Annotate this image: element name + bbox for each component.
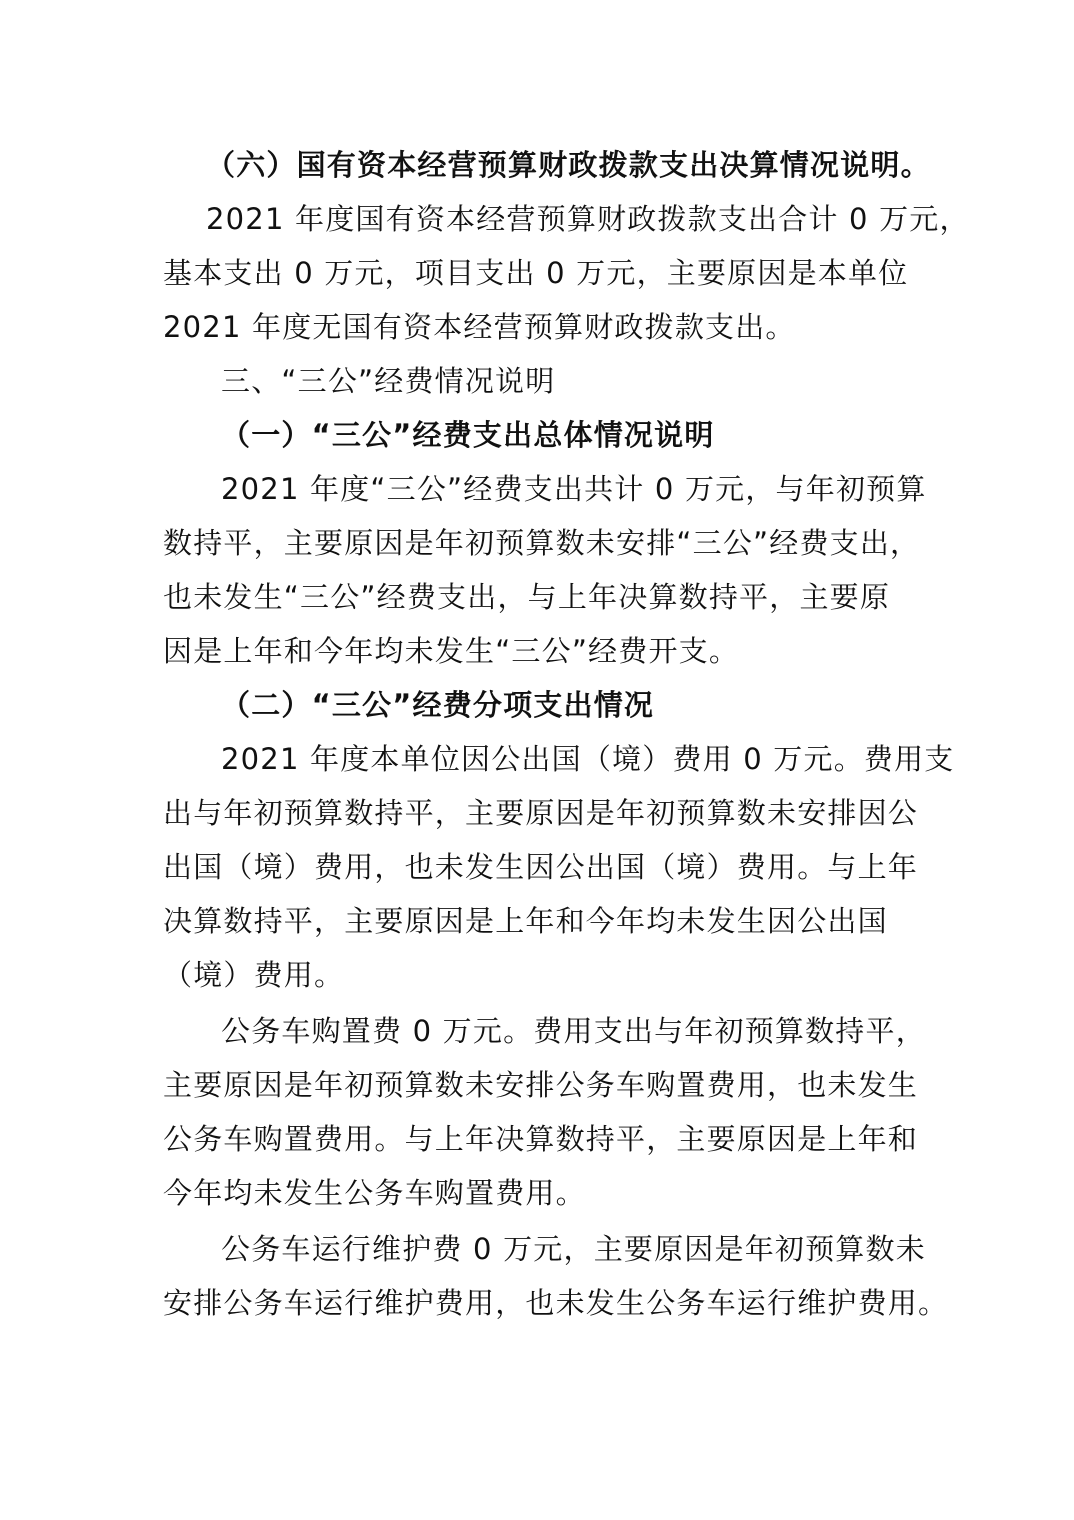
heading-itemized-three-public: （二）“三公”经费分项支出情况 xyxy=(221,688,655,722)
paragraph-line: 公务车购置费 0 万元。费用支出与年初预算数持平， xyxy=(221,1014,926,1048)
paragraph-line: 公务车购置费用。与上年决算数持平，主要原因是上年和 xyxy=(163,1122,919,1156)
paragraph-line: 主要原因是年初预算数未安排公务车购置费用，也未发生 xyxy=(163,1068,919,1102)
heading-state-capital-budget: （六）国有资本经营预算财政拨款支出决算情况说明。 xyxy=(206,148,931,182)
section-title-three-public: 三、“三公”经费情况说明 xyxy=(221,364,556,398)
paragraph-line: 今年均未发生公务车购置费用。 xyxy=(163,1176,586,1210)
heading-overall-three-public: （一）“三公”经费支出总体情况说明 xyxy=(221,418,715,452)
paragraph-line: 基本支出 0 万元，项目支出 0 万元，主要原因是本单位 xyxy=(163,256,909,290)
paragraph-line: 也未发生“三公”经费支出，与上年决算数持平，主要原 xyxy=(163,580,891,614)
paragraph-line: 数持平，主要原因是年初预算数未安排“三公”经费支出， xyxy=(163,526,921,560)
paragraph-line: 出国（境）费用，也未发生因公出国（境）费用。与上年 xyxy=(163,850,919,884)
paragraph-line: 2021 年度国有资本经营预算财政拨款支出合计 0 万元， xyxy=(206,202,970,236)
paragraph-line: 2021 年度无国有资本经营预算财政拨款支出。 xyxy=(163,310,796,344)
paragraph-line: 出与年初预算数持平，主要原因是年初预算数未安排因公 xyxy=(163,796,919,830)
paragraph-line: 2021 年度本单位因公出国（境）费用 0 万元。费用支 xyxy=(221,742,955,776)
paragraph-line: 因是上年和今年均未发生“三公”经费开支。 xyxy=(163,634,740,668)
paragraph-line: 安排公务车运行维护费用，也未发生公务车运行维护费用。 xyxy=(163,1286,949,1320)
paragraph-line: 公务车运行维护费 0 万元，主要原因是年初预算数未 xyxy=(221,1232,926,1266)
paragraph-line: 决算数持平，主要原因是上年和今年均未发生因公出国 xyxy=(163,904,888,938)
paragraph-line: 2021 年度“三公”经费支出共计 0 万元，与年初预算 xyxy=(221,472,927,506)
paragraph-line: （境）费用。 xyxy=(163,958,345,992)
